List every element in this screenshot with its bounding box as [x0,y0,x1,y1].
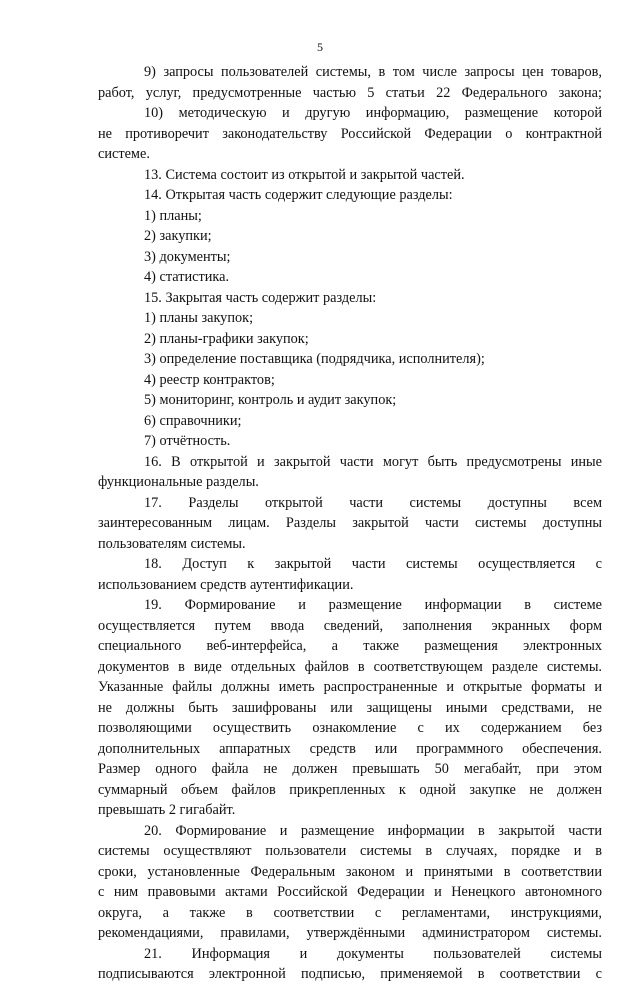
text-line: системы осуществляют пользователи системы в случаях, порядке и в [98,843,602,859]
text-line: 16. В открытой и закрытой части могут быть предусмотрены иные [144,453,602,470]
text-line: 7) отчётность. [144,433,231,449]
document-body [98,62,602,985]
text-line: суммарный объем файлов прикрепленных к одной закупке не должен [98,781,602,798]
text-line: не противоречит законодательству Российской Федерации о контрактной [98,125,602,142]
text-line: 21. Информация и документы пользователей системы [144,945,602,962]
text-line: 15. Закрытая часть содержит разделы: [144,289,377,306]
text-line: 6) справочники; [144,412,242,429]
text-line: 4) реестр контрактов; [144,371,275,388]
text-line: Размер одного файла не должен превышать 50 мегабайт, при этом [98,761,602,777]
text-line: дополнительных аппаратных средств или программного обеспечения. [98,740,602,757]
text-line: 19. Формирование и размещение информации в системе [144,597,602,613]
text-line: документов в виде отдельных файлов в соответствующем разделе системы. [98,658,602,675]
text-line: 1) планы закупок; [144,310,254,326]
text-line: не должны быть зашифрованы или защищены иными средствами, не [98,699,602,716]
text-line: функциональные разделы. [98,474,259,490]
text-line: специального веб-интерфейса, а также размещения электронных [98,638,602,654]
text-line: использованием средств аутентификации. [98,576,354,593]
text-line: 18. Доступ к закрытой части системы осуществляется с [144,556,602,572]
page-number: 5 [317,40,323,54]
text-line: Указанные файлы должны иметь распространенные и открытые форматы и [98,679,602,695]
text-line: 9) запросы пользователей системы, в том числе запросы цен товаров, [144,64,602,80]
text-line: 4) статистика. [144,269,230,285]
text-line: 3) определение поставщика (подрядчика, исполнителя); [144,351,485,367]
text-line: 14. Открытая часть содержит следующие разделы: [144,187,453,203]
text-line: сроки, установленные Федеральным законом и принятыми в соответствии [98,863,602,880]
text-line: 3) документы; [144,248,231,265]
text-line: 10) методическую и другую информацию, размещение которой [144,105,602,121]
text-line: 1) планы; [144,207,202,224]
text-line: заинтересованным лицам. Разделы закрытой части системы доступны [98,515,602,531]
text-line: округа, а также в соответствии с регламентами, инструкциями, [98,904,602,921]
text-line: 20. Формирование и размещение информации в закрытой части [144,822,602,839]
text-line: позволяющими осуществить ознакомление с их содержанием без [98,720,602,736]
text-line: пользователям системы. [98,535,246,552]
text-line: рекомендациями, правилами, утверждёнными администратором системы. [98,925,602,941]
text-line: 2) планы-графики закупок; [144,330,309,347]
text-line: 13. Система состоит из открытой и закрытой частей. [144,166,465,183]
text-line: 2) закупки; [144,228,212,244]
text-line: превышать 2 гигабайт. [98,802,236,818]
text-line: 17. Разделы открытой части системы доступны всем [144,494,602,511]
text-line: работ, услуг, предусмотренные частью 5 статьи 22 Федерального закона; [98,84,602,101]
text-line: 5) мониторинг, контроль и аудит закупок; [144,392,397,408]
text-line: осуществляется путем ввода сведений, заполнения экранных форм [98,617,602,634]
text-line: с ним правовыми актами Российской Федерации и Ненецкого автономного [98,884,602,900]
text-line: подписываются электронной подписью, применяемой в соответствии с [98,966,602,982]
text-line: системе. [98,146,150,162]
